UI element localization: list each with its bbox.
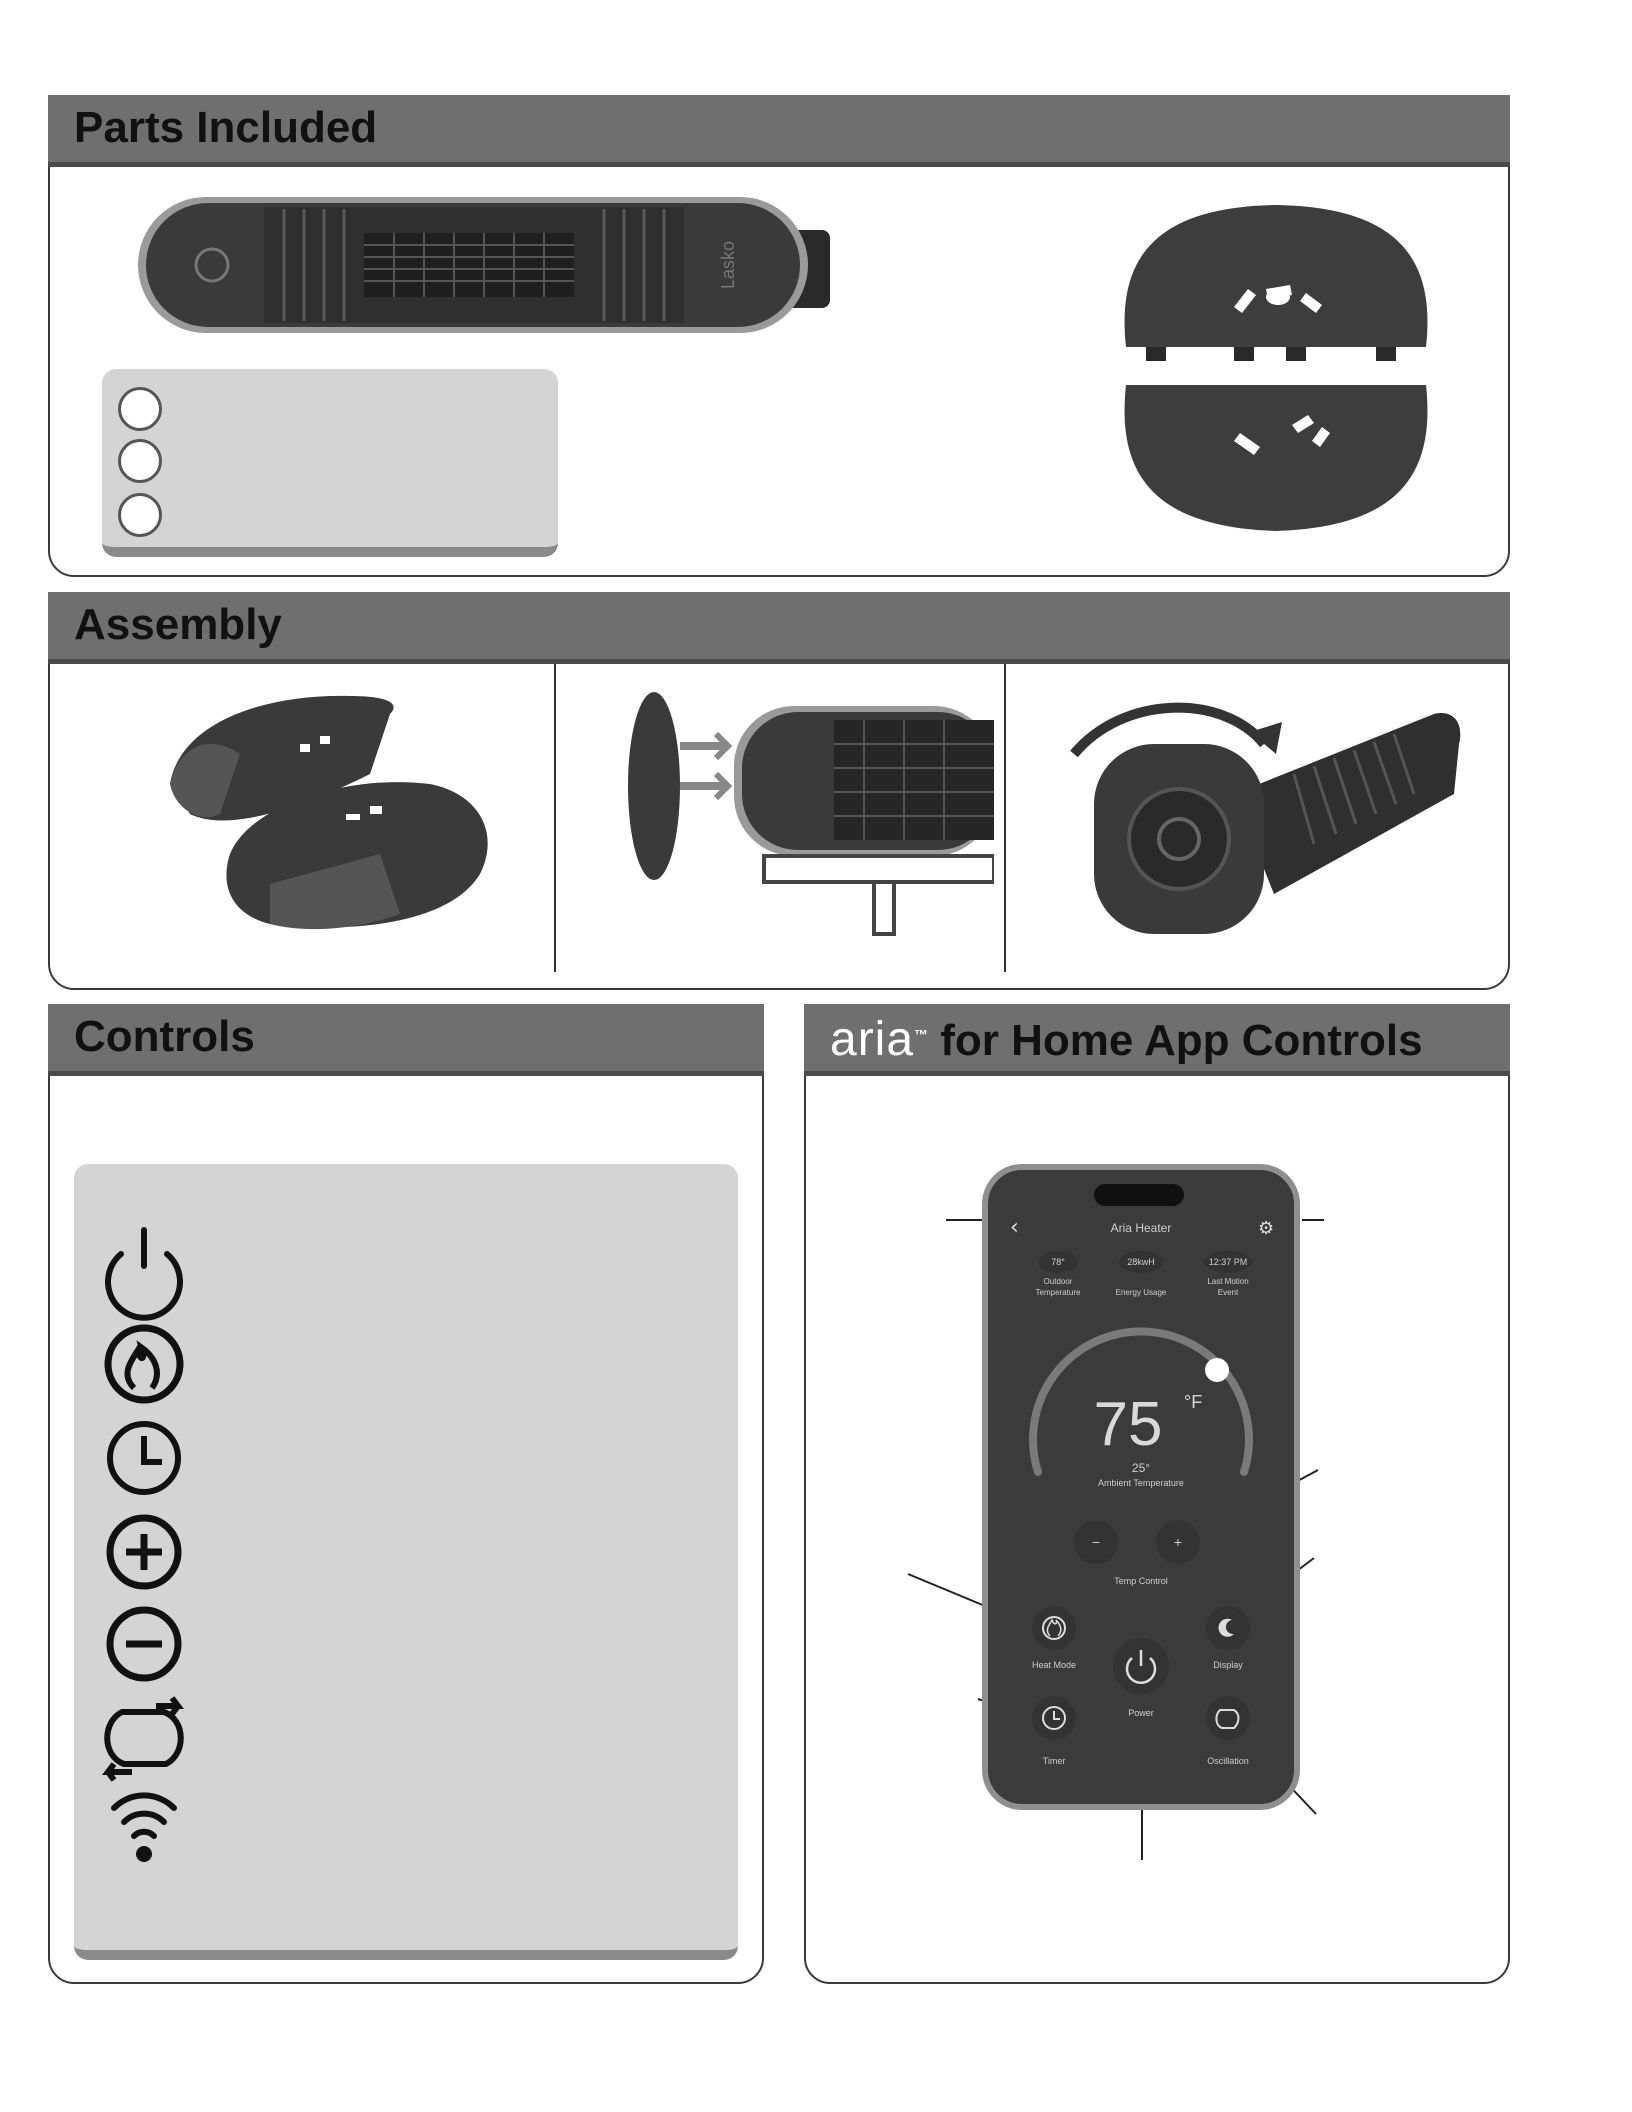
svg-text:28kwH: 28kwH: [1127, 1257, 1155, 1267]
oscillation-button[interactable]: [1206, 1696, 1250, 1740]
svg-text:78°: 78°: [1051, 1257, 1065, 1267]
heat-mode-icon: [108, 1328, 180, 1400]
parts-included-panel: [48, 95, 1510, 577]
settings-gear-icon[interactable]: ⚙: [1258, 1218, 1275, 1239]
minus-icon: [110, 1610, 178, 1678]
svg-text:Event: Event: [1217, 1288, 1239, 1297]
temperature-unit: °F: [1184, 1392, 1203, 1412]
temp-control-label: Temp Control: [1114, 1576, 1168, 1586]
stat-outdoor-temp: [1036, 1251, 1081, 1297]
svg-text:−: −: [1091, 1534, 1101, 1550]
heat-mode-button[interactable]: [1032, 1606, 1076, 1650]
heat-mode-label: Heat Mode: [1031, 1660, 1077, 1670]
remote-control-image: [102, 369, 558, 557]
display-button[interactable]: [1206, 1606, 1250, 1650]
assembly-step-2-image: [624, 686, 994, 946]
svg-text:Temperature: Temperature: [1035, 1288, 1081, 1297]
svg-text:12:37 PM: 12:37 PM: [1208, 1257, 1248, 1267]
controls-card: [74, 1164, 738, 1960]
assembly-divider-2: [1004, 664, 1006, 972]
remote-button-1: [118, 387, 162, 431]
plus-icon: [110, 1518, 178, 1586]
oscillation-label: Oscillation: [1207, 1756, 1249, 1766]
stat-last-motion: [1204, 1251, 1252, 1297]
heater-body-image: [134, 185, 854, 345]
remote-button-2: [118, 439, 162, 483]
set-temperature: 75: [1093, 1390, 1163, 1459]
parts-included-header: [48, 95, 1510, 167]
power-label: Power: [1128, 1708, 1154, 1718]
svg-text:Last Motion: Last Motion: [1207, 1277, 1249, 1286]
remote-button-3: [118, 493, 162, 537]
timer-icon: [110, 1424, 178, 1492]
phone-mockup: [982, 1164, 1300, 1810]
assembly-step-1-image: [150, 684, 510, 944]
back-chevron-icon[interactable]: ‹: [1010, 1215, 1019, 1240]
display-label: Display: [1213, 1660, 1243, 1670]
assembly-divider-1: [554, 664, 556, 972]
assembly-header: [48, 592, 1510, 664]
svg-text:Outdoor: Outdoor: [1043, 1277, 1073, 1286]
heater-brand-logo: Lasko: [718, 240, 738, 290]
controls-panel: [48, 1004, 764, 1984]
trademark-symbol: ™: [914, 1026, 929, 1043]
ambient-label: Ambient Temperature: [1098, 1478, 1184, 1488]
base-pieces-image: [1116, 197, 1436, 537]
power-icon: [108, 1230, 180, 1318]
stat-energy-usage: [1116, 1251, 1167, 1297]
controls-title: Controls: [74, 1012, 255, 1061]
svg-text:+: +: [1173, 1534, 1183, 1550]
temperature-dial-handle[interactable]: [1205, 1358, 1229, 1382]
phone-header-title: Aria Heater: [1110, 1221, 1172, 1235]
control-icons-column: [94, 1226, 194, 1866]
aria-logo: aria: [830, 1013, 915, 1066]
assembly-panel: [48, 592, 1510, 990]
ambient-value: 25°: [1131, 1461, 1151, 1475]
wifi-icon: [114, 1795, 174, 1862]
assembly-step-3-image: [1054, 684, 1474, 954]
timer-label: Timer: [1042, 1756, 1066, 1766]
oscillation-icon: [107, 1698, 181, 1780]
svg-text:Energy Usage: Energy Usage: [1115, 1288, 1167, 1297]
parts-included-title: Parts Included: [74, 103, 378, 152]
app-controls-title-text: for Home App Controls: [940, 1016, 1423, 1065]
assembly-title: Assembly: [74, 600, 282, 649]
app-controls-panel: [804, 1004, 1510, 1984]
controls-header: [48, 1004, 764, 1076]
